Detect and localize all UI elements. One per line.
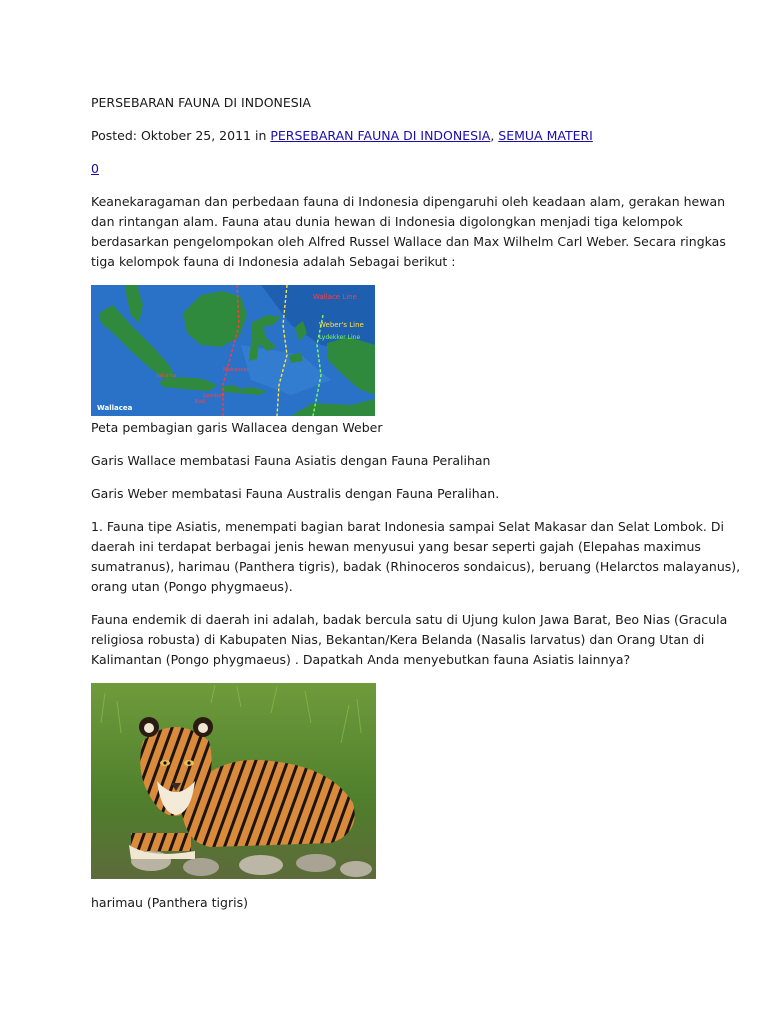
endemic-fauna-line-2: religiosa robusta) di Kabupaten Nias, Bekantan/Kera Belanda (Nasalis larvatus) dan Orang Utan di [91,632,705,647]
posted-separator: , [490,128,495,143]
category-link-persebaran[interactable]: PERSEBARAN FAUNA DI INDONESIA [270,128,491,143]
weber-line-text: Garis Weber membatasi Fauna Australis dengan Fauna Peralihan. [91,486,500,501]
map-label-lombok: Lombok [203,393,225,399]
document-title: PERSEBARAN FAUNA DI INDONESIA [91,95,311,110]
wallace-weber-map-image [91,285,375,416]
endemic-fauna-line-1: Fauna endemik di daerah ini adalah, badak bercula satu di Ujung kulon Jawa Barat, Beo Nias (Gracula [91,612,728,627]
map-label-wallacea: Wallacea [97,404,133,412]
comments-line [91,158,681,179]
category-link-semua-materi[interactable]: SEMUA MATERI [498,128,593,143]
map-label-bali: Bali [195,399,206,405]
posted-line [91,125,681,146]
tiger-photo [91,683,376,879]
map-label-jakarta: Jakarta [157,373,177,379]
wallace-line-text: Garis Wallace membatasi Fauna Asiatis dengan Fauna Peralihan [91,453,491,468]
comments-count-link[interactable]: 0 [91,161,99,176]
map-label-weber: Weber's Line [319,321,364,329]
intro-line-4: tiga kelompok fauna di Indonesia adalah Sebagai berikut : [91,254,456,269]
asiatic-fauna-line-3: sumatranus), harimau (Panthera tigris), badak (Rhinoceros sondaicus), beruang (Helarctos malayanus), [91,559,741,574]
asiatic-fauna-line-4: orang utan (Pongo phygmaeus). [91,579,293,594]
map-caption: Peta pembagian garis Wallacea dengan Weber [91,420,383,435]
tiger-caption: harimau (Panthera tigris) [91,895,248,910]
intro-line-3: berdasarkan pengelompokan oleh Alfred Russel Wallace dan Max Wilhelm Carl Weber. Secara ringkas [91,234,726,249]
map-label-makassar: Makassar [223,367,249,373]
map-label-lydekker: Lydekker Line [319,334,361,341]
map-label-wallace: Wallace Line [313,293,357,301]
posted-prefix: Posted: Oktober 25, 2011 in [91,128,271,143]
endemic-fauna-line-3: Kalimantan (Pongo phygmaeus) . Dapatkah Anda menyebutkan fauna Asiatis lainnya? [91,652,631,667]
intro-line-2: dan rintangan alam. Fauna atau dunia hewan di Indonesia digolongkan menjadi tiga kelompok [91,214,683,229]
asiatic-fauna-line-1: 1. Fauna tipe Asiatis, menempati bagian barat Indonesia sampai Selat Makasar dan Selat Lombok. Di [91,519,724,534]
intro-line-1: Keanekaragaman dan perbedaan fauna di Indonesia dipengaruhi oleh keadaan alam, gerakan hewan [91,194,726,209]
asiatic-fauna-line-2: daerah ini terdapat berbagai jenis hewan menyusui yang besar seperti gajah (Elepahas maximus [91,539,701,554]
